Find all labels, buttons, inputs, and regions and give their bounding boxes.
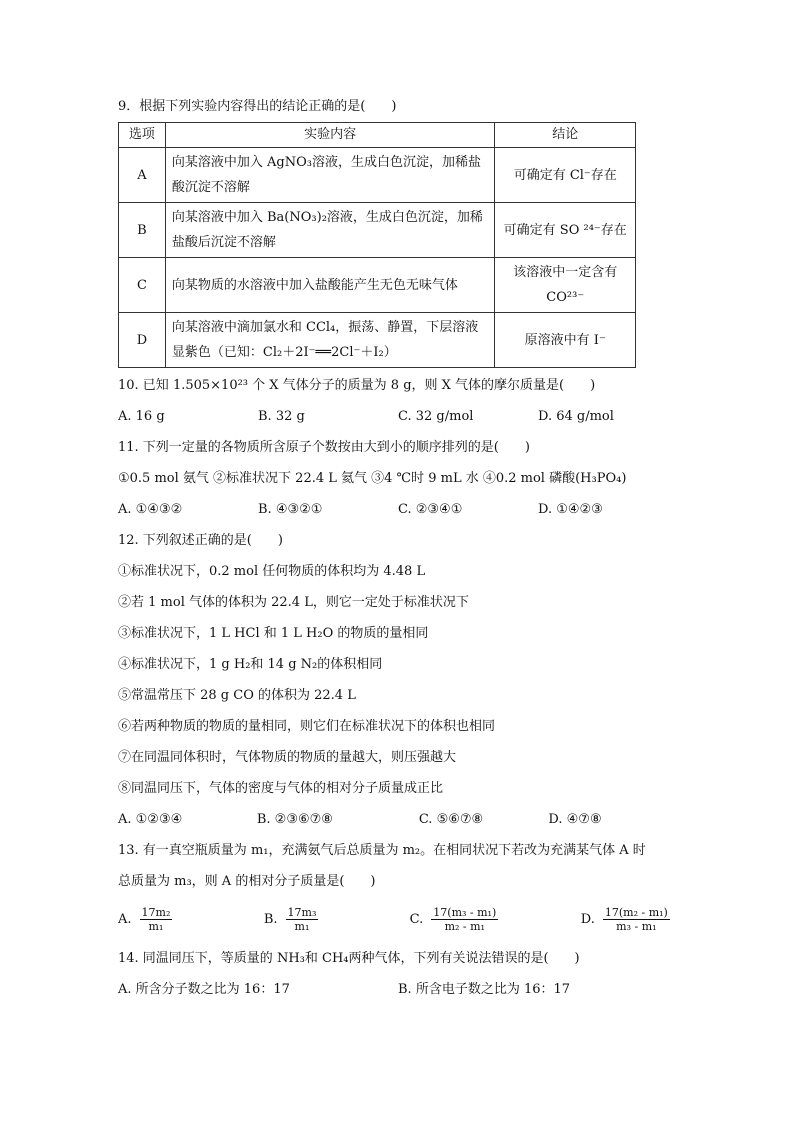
- option-c: [410, 897, 581, 941]
- q13-options: [118, 897, 678, 943]
- numerator: 17(m₃ - m₁): [433, 905, 497, 919]
- q11-items: ①0.5 mol 氨气 ②标准状况下 22.4 L 氦气 ③4 ℃时 9 mL 水 ④0.2 mol 磷酸(H₃PO₄): [118, 471, 627, 486]
- q12-statement: ⑧同温同压下，气体的密度与气体的相对分子质量成正比: [118, 781, 444, 796]
- option-label: A.: [118, 911, 132, 927]
- q12-statement: ④标准状况下，1 g H₂和 14 g N₂的体积相同: [118, 657, 383, 672]
- option-c: C. 32 g/mol: [398, 409, 474, 424]
- q14-options: [118, 974, 678, 1005]
- numerator: 17m₃: [287, 905, 317, 919]
- q12-statement: ①标准状况下，0.2 mol 任何物质的体积均为 4.48 L: [118, 564, 426, 579]
- option-a: [118, 897, 264, 941]
- header-conclusion: 结论: [495, 123, 636, 148]
- q9-table: [118, 122, 636, 368]
- denominator: m₁: [294, 919, 310, 933]
- option-label: B.: [263, 911, 278, 927]
- row-content: 向某物质的水溶液中加入盐酸能产生无色无味气体: [165, 258, 495, 313]
- table-header-row: [119, 123, 636, 148]
- table-row: [119, 203, 636, 258]
- option-d: D. ④⑦⑧: [548, 812, 602, 827]
- exam-page: [118, 92, 678, 1005]
- q13-stem-line-2: 总质量为 m₃，则 A 的相对分子质量是( ): [118, 874, 376, 889]
- row-conclusion: 可确定有 Cl⁻存在: [495, 148, 636, 203]
- q10-stem: 10. 已知 1.505×10²³ 个 X 气体分子的质量为 8 g，则 X 气体的摩尔质量是( ): [118, 378, 596, 393]
- q9-title: 9．根据下列实验内容得出的结论正确的是( ): [118, 99, 397, 114]
- row-conclusion: 该溶液中一定含有 CO²³⁻: [495, 258, 636, 313]
- q14-stem: 14. 同温同压下，等质量的 NH₃和 CH₄两种气体，下列有关说法错误的是( ): [118, 951, 580, 966]
- row-option: C: [119, 258, 166, 313]
- q12-statement: ⑥若两种物质的物质的量相同，则它们在标准状况下的体积也相同: [118, 719, 496, 734]
- row-option: A: [119, 148, 166, 203]
- row-option: D: [119, 313, 166, 368]
- option-label: C.: [409, 911, 424, 927]
- fraction: [431, 906, 498, 933]
- numerator: 17m₂: [141, 905, 171, 919]
- table-row: [119, 313, 636, 368]
- row-conclusion: 可确定有 SO ²⁴⁻存在: [495, 203, 636, 258]
- header-content: 实验内容: [165, 123, 495, 148]
- option-d: D. ①④②③: [538, 502, 603, 517]
- q12-statement: ⑤常温常压下 28 g CO 的体积为 22.4 L: [118, 688, 356, 703]
- option-d: [581, 897, 678, 941]
- q10-options: [118, 401, 678, 432]
- q12-statement: ⑦在同温同体积时，气体物质的物质的量越大，则压强越大: [118, 750, 457, 765]
- q11-stem: 11. 下列一定量的各物质所含原子个数按由大到小的顺序排列的是( ): [118, 440, 530, 455]
- option-b: B. 32 g: [258, 409, 305, 424]
- q12-statement: ②若 1 mol 气体的体积为 22.4 L，则它一定处于标准状况下: [118, 595, 469, 610]
- option-label: D.: [580, 911, 595, 927]
- option-a: A. ①④③②: [118, 502, 183, 517]
- option-c: C. ⑤⑥⑦⑧: [418, 812, 484, 827]
- option-a: A. 所含分子数之比为 16：17: [118, 982, 290, 997]
- table-row: [119, 258, 636, 313]
- option-b: B. 所含电子数之比为 16：17: [398, 982, 571, 997]
- denominator: m₃ - m₁: [616, 919, 657, 933]
- q12-stem: 12. 下列叙述正确的是( ): [118, 533, 283, 548]
- header-option: 选项: [119, 123, 166, 148]
- denominator: m₁: [148, 919, 164, 933]
- fraction: [603, 906, 670, 933]
- row-content: 向某溶液中加入 Ba(NO₃)₂溶液，生成白色沉淀，加稀盐酸后沉淀不溶解: [165, 203, 495, 258]
- row-conclusion: 原溶液中有 I⁻: [495, 313, 636, 368]
- q13-stem-line-1: 13. 有一真空瓶质量为 m₁，充满氨气后总质量为 m₂。在相同状况下若改为充满某气体 A 时: [118, 843, 646, 858]
- fraction: [140, 906, 173, 933]
- q12-options: [118, 804, 678, 835]
- numerator: 17(m₂ - m₁): [604, 905, 668, 919]
- option-b: B. ④③②①: [258, 502, 323, 517]
- row-content: 向某溶液中滴加氯水和 CCl₄，振荡、静置，下层溶液显紫色（已知：Cl₂＋2I⁻══2Cl⁻＋I₂）: [165, 313, 495, 368]
- option-a: A. ①②③④: [118, 812, 183, 827]
- option-a: A. 16 g: [118, 409, 165, 424]
- option-d: D. 64 g/mol: [538, 409, 614, 424]
- q12-statement: ③标准状况下，1 L HCl 和 1 L H₂O 的物质的量相同: [118, 626, 429, 641]
- option-b: [264, 897, 410, 941]
- option-b: B. ②③⑥⑦⑧: [256, 812, 333, 827]
- q11-options: [118, 494, 678, 525]
- fraction: [286, 906, 319, 933]
- row-option: B: [119, 203, 166, 258]
- denominator: m₂ - m₁: [444, 919, 485, 933]
- row-content: 向某溶液中加入 AgNO₃溶液，生成白色沉淀，加稀盐酸沉淀不溶解: [165, 148, 495, 203]
- option-c: C. ②③④①: [398, 502, 463, 517]
- table-row: [119, 148, 636, 203]
